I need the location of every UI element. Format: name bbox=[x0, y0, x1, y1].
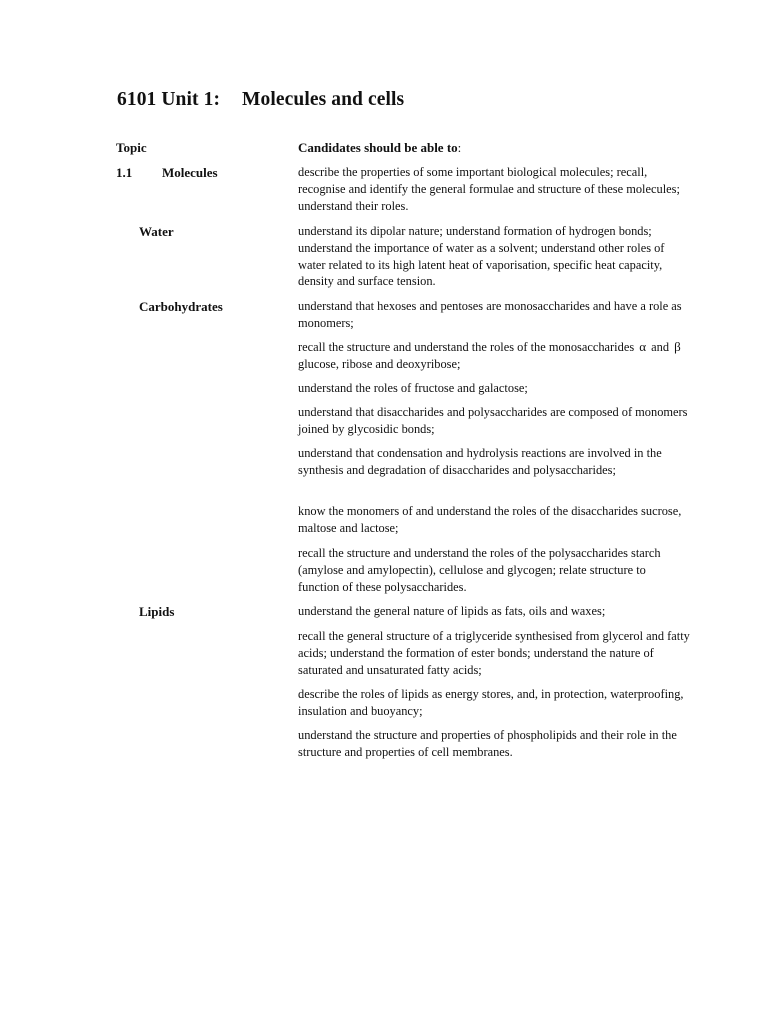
objective-item-greek bbox=[298, 339, 690, 373]
objective-item: know the monomers of and understand the roles of the disaccharides sucrose, maltose and lactose; bbox=[298, 504, 682, 535]
alpha-symbol: α bbox=[639, 339, 647, 354]
objective-item: describe the roles of lipids as energy stores, and, in protection, waterproofing, insulation and buoyancy; bbox=[298, 687, 684, 718]
objective-item: understand the roles of fructose and galactose; bbox=[298, 381, 528, 395]
page-title bbox=[117, 89, 404, 111]
objective-text: and bbox=[648, 340, 673, 354]
topic-column-header: Topic bbox=[116, 140, 147, 155]
topic-water: Water bbox=[139, 224, 174, 239]
objective-item: describe the properties of some important biological molecules; recall, recognise and identify the general formulae and structure of these molecules; understand their roles. bbox=[298, 165, 680, 213]
candidates-header-text: Candidates should be able to bbox=[298, 140, 458, 155]
objective-item: recall the general structure of a triglyceride synthesised from glycerol and fatty acids; understand the formation of ester bonds; understand the nature of saturated and unsaturated fatty acids; bbox=[298, 629, 690, 677]
objective-item: recall the structure and understand the roles of the polysaccharides starch (amylose and amylopectin), cellulose and glycogen; relate structure to function of these polysaccharides. bbox=[298, 546, 661, 594]
topic-carbohydrates: Carbohydrates bbox=[139, 299, 223, 314]
objective-item: understand that condensation and hydrolysis reactions are involved in the synthesis and degradation of disaccharides and polysaccharides; bbox=[298, 446, 662, 477]
objective-text: glucose, ribose and deoxyribose; bbox=[298, 356, 461, 371]
objective-item: understand the structure and properties of phospholipids and their role in the structure and properties of cell membranes. bbox=[298, 728, 677, 759]
title-name: Molecules and cells bbox=[242, 89, 405, 110]
topic-lipids: Lipids bbox=[139, 604, 175, 619]
candidates-column-header bbox=[298, 140, 461, 156]
beta-symbol: β bbox=[674, 339, 681, 354]
objective-item: understand its dipolar nature; understand formation of hydrogen bonds; understand the importance of water as a solvent; understand other roles of water related to its high latent heat of vaporisation, specific heat capacity, density and surface tension. bbox=[298, 224, 665, 289]
objective-item: understand that hexoses and pentoses are monosaccharides and have a role as monomers; bbox=[298, 299, 682, 330]
topic-molecules: Molecules bbox=[162, 165, 218, 180]
objective-item: understand the general nature of lipids as fats, oils and waxes; bbox=[298, 604, 606, 618]
topic-number: 1.1 bbox=[116, 165, 133, 180]
title-unit: 6101 Unit 1: bbox=[117, 89, 221, 110]
candidates-header-colon: : bbox=[457, 140, 462, 155]
objective-item: understand that disaccharides and polysaccharides are composed of monomers joined by glycosidic bonds; bbox=[298, 405, 688, 436]
objective-text: recall the structure and understand the roles of the monosaccharides bbox=[298, 340, 638, 354]
